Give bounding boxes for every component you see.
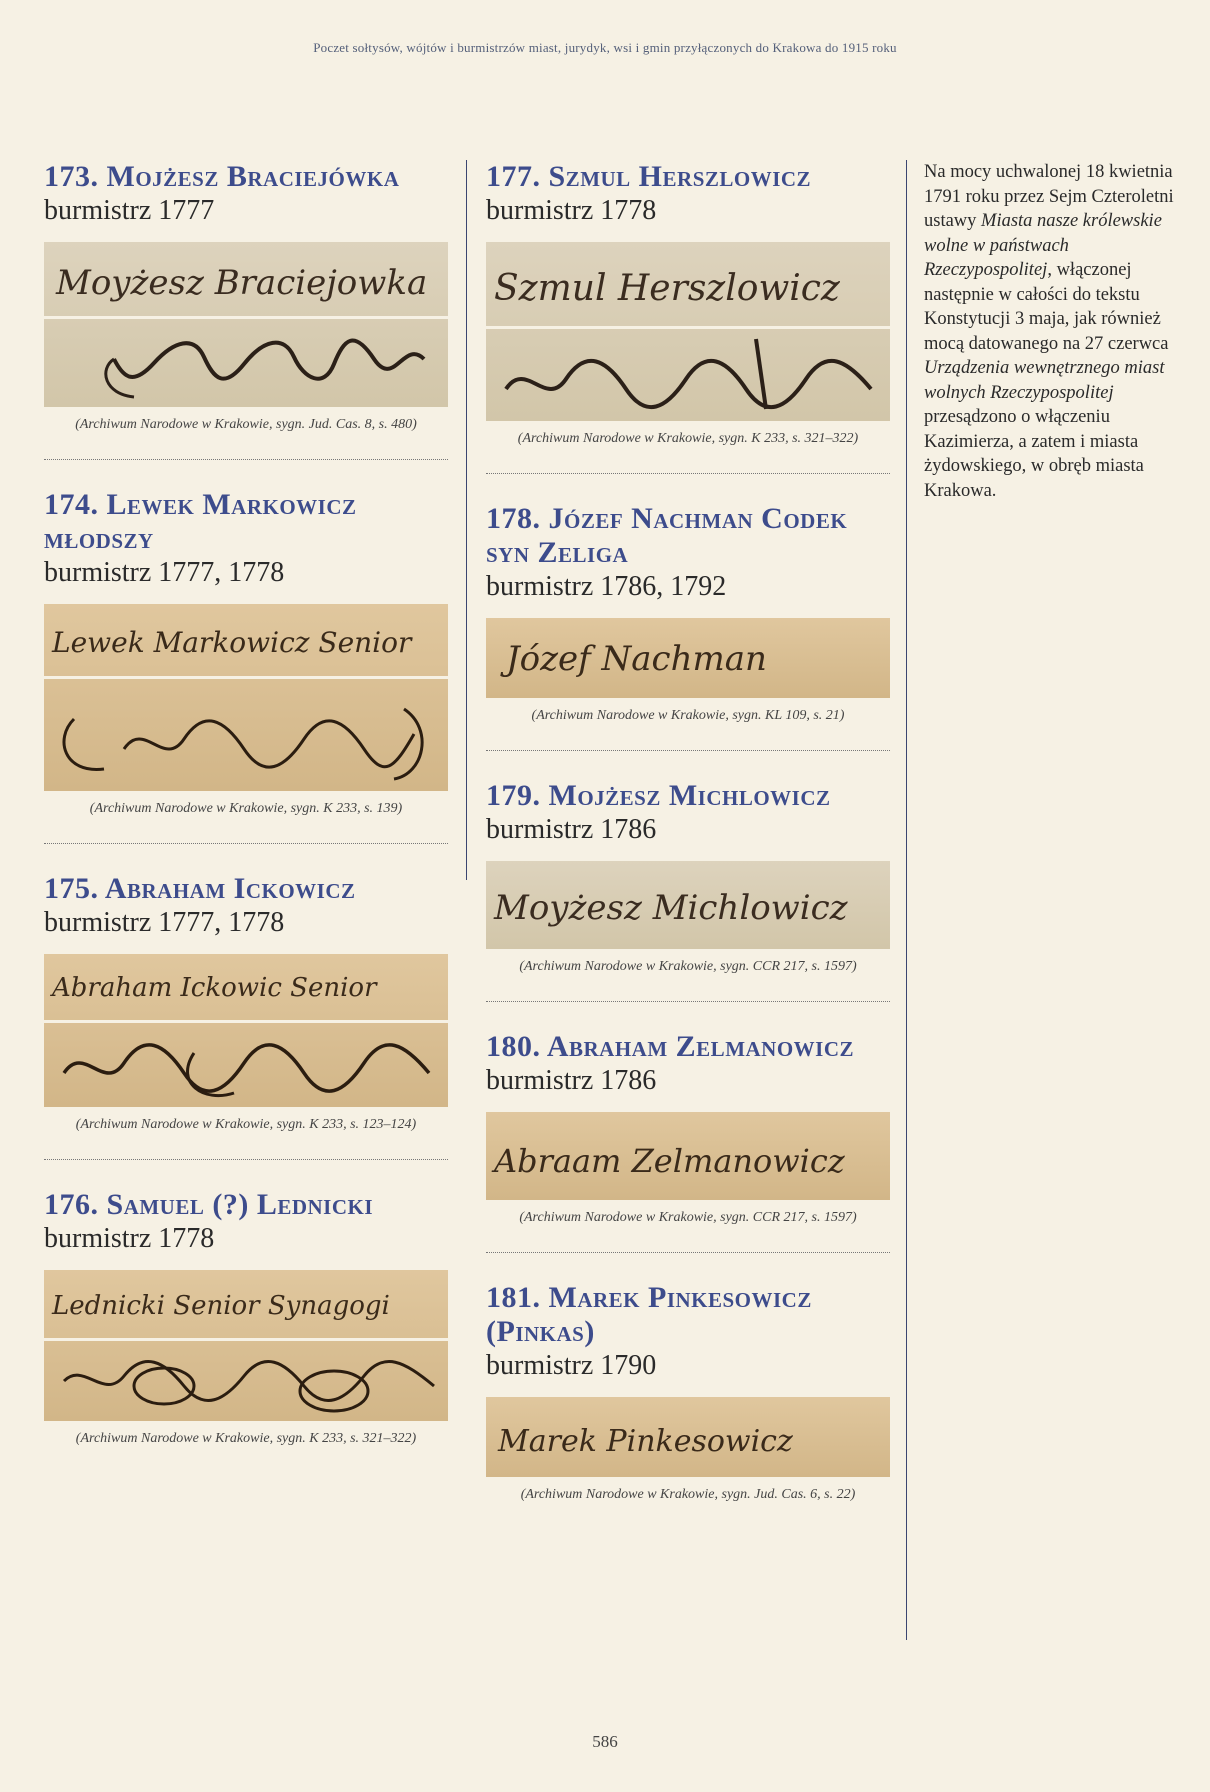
entry-office: burmistrz 1790	[486, 1350, 657, 1381]
separator	[486, 473, 890, 474]
svg-text:Moyżesz Braciejowka: Moyżesz Braciejowka	[56, 263, 428, 303]
entry-title: 180. Abraham Zelmanowicz	[486, 1030, 855, 1063]
signature-latin	[486, 242, 890, 326]
entry-179	[486, 779, 890, 975]
entry-176	[44, 1188, 448, 1447]
entry-181	[486, 1281, 890, 1503]
page-number: 586	[592, 1732, 618, 1751]
svg-text:Marek Pinkesowicz: Marek Pinkesowicz	[498, 1424, 793, 1459]
entry-title: 178. Józef Nachman Codek syn Zeliga	[486, 502, 848, 569]
image-caption: (Archiwum Narodowe w Krakowie, sygn. CCR 217, s. 1597)	[519, 959, 857, 974]
sidebar-text: Na mocy uchwalonej 18 kwietnia 1791 roku przez Sejm Czteroletni ustawy	[924, 162, 1174, 231]
entry-title: 175. Abraham Ickowicz	[44, 872, 356, 905]
svg-text:Szmul Herszlowicz: Szmul Herszlowicz	[494, 268, 840, 309]
entry-title: 176. Samuel (?) Lednicki	[44, 1188, 374, 1221]
signature-image	[44, 604, 448, 791]
image-caption: (Archiwum Narodowe w Krakowie, sygn. Jud. Cas. 8, s. 480)	[75, 417, 417, 432]
signature-latin	[486, 1112, 890, 1200]
image-caption: (Archiwum Narodowe w Krakowie, sygn. K 233, s. 139)	[89, 801, 403, 816]
signature-image	[44, 954, 448, 1107]
signature-latin	[486, 618, 890, 698]
signature-latin	[486, 1397, 890, 1477]
column-rule-right	[906, 160, 907, 1640]
entry-174	[44, 488, 448, 817]
svg-text:Abraham Ickowic Senior: Abraham Ickowic Senior	[52, 973, 377, 1003]
signature-image	[486, 1112, 890, 1200]
signature-latin	[44, 954, 448, 1020]
separator	[44, 1159, 448, 1160]
entry-office: burmistrz 1778	[44, 1223, 215, 1254]
sidebar-text: przesądzono o włączeniu Kazimierza, a zatem i miasta żydowskiego, w obręb miasta Krakowa.	[924, 407, 1144, 501]
signature-image	[44, 1270, 448, 1421]
sidebar-text: , włączonej następnie w całości do tekstu Konstytucji 3 maja, jak również mocą datowanego na 27 czerwca	[924, 260, 1169, 354]
sidebar-italic-title: Miasta nasze królewskie wolne w państwach Rzeczypospolitej	[924, 211, 1162, 280]
signature-hebrew-script	[44, 679, 448, 791]
signature-latin	[44, 242, 448, 316]
entry-title: 177. Szmul Herszlowicz	[486, 160, 812, 193]
signature-image	[486, 618, 890, 698]
separator	[486, 750, 890, 751]
signature-image	[486, 242, 890, 421]
entry-office: burmistrz 1777	[44, 195, 215, 226]
entry-office: burmistrz 1778	[486, 195, 657, 226]
entry-office: burmistrz 1786	[486, 1065, 657, 1096]
entry-178	[486, 502, 890, 724]
entry-177	[486, 160, 890, 447]
separator	[486, 1252, 890, 1253]
separator	[44, 459, 448, 460]
entry-office: burmistrz 1777, 1778	[44, 907, 285, 938]
image-caption: (Archiwum Narodowe w Krakowie, sygn. K 233, s. 321–322)	[517, 431, 859, 446]
entry-175	[44, 872, 448, 1133]
entry-180	[486, 1030, 890, 1226]
running-head: Poczet sołtysów, wójtów i burmistrzów miast, jurydyk, wsi i gmin przyłączonych do Krakowa do 1915 roku	[313, 40, 897, 55]
signature-hebrew-script	[486, 329, 890, 421]
entry-title: 181. Marek Pinkesowicz (Pinkas)	[486, 1281, 812, 1348]
signature-hebrew-script	[44, 1341, 448, 1421]
entry-title: 174. Lewek Markowicz młodszy	[44, 488, 357, 555]
svg-text:Lewek Markowicz Senior: Lewek Markowicz Senior	[52, 626, 412, 659]
signature-image	[486, 861, 890, 949]
middle-column	[486, 160, 890, 1503]
entry-title: 179. Mojżesz Michlowicz	[486, 779, 831, 812]
left-column	[44, 160, 448, 1447]
separator	[44, 843, 448, 844]
signature-hebrew-script	[44, 319, 448, 407]
svg-text:Abraam Zelmanowicz: Abraam Zelmanowicz	[494, 1142, 845, 1180]
svg-text:Lednicki Senior Synagogi: Lednicki Senior Synagogi	[52, 1291, 390, 1321]
signature-hebrew-script	[44, 1023, 448, 1107]
signature-latin	[44, 604, 448, 676]
entry-office: burmistrz 1786, 1792	[486, 571, 727, 602]
separator	[486, 1001, 890, 1002]
svg-text:Józef Nachman: Józef Nachman	[506, 639, 767, 679]
image-caption: (Archiwum Narodowe w Krakowie, sygn. Jud. Cas. 6, s. 22)	[520, 1487, 856, 1502]
image-caption: (Archiwum Narodowe w Krakowie, sygn. KL 109, s. 21)	[531, 708, 845, 723]
entry-title: 173. Mojżesz Braciejówka	[44, 160, 400, 193]
sidebar-italic-title: Urządzenia wewnętrznego miast wolnych Rzeczypospolitej	[924, 358, 1165, 403]
signature-latin	[44, 1270, 448, 1338]
signature-image	[44, 242, 448, 407]
entry-office: burmistrz 1786	[486, 814, 657, 845]
svg-text:Moyżesz Michlowicz: Moyżesz Michlowicz	[494, 888, 848, 928]
entry-office: burmistrz 1777, 1778	[44, 557, 285, 588]
signature-image	[486, 1397, 890, 1477]
image-caption: (Archiwum Narodowe w Krakowie, sygn. CCR 217, s. 1597)	[519, 1210, 857, 1225]
sidebar-note	[924, 160, 1180, 503]
image-caption: (Archiwum Narodowe w Krakowie, sygn. K 233, s. 123–124)	[75, 1117, 417, 1132]
entry-173	[44, 160, 448, 433]
column-rule-left	[466, 160, 467, 880]
signature-latin	[486, 861, 890, 949]
image-caption: (Archiwum Narodowe w Krakowie, sygn. K 233, s. 321–322)	[75, 1431, 417, 1446]
